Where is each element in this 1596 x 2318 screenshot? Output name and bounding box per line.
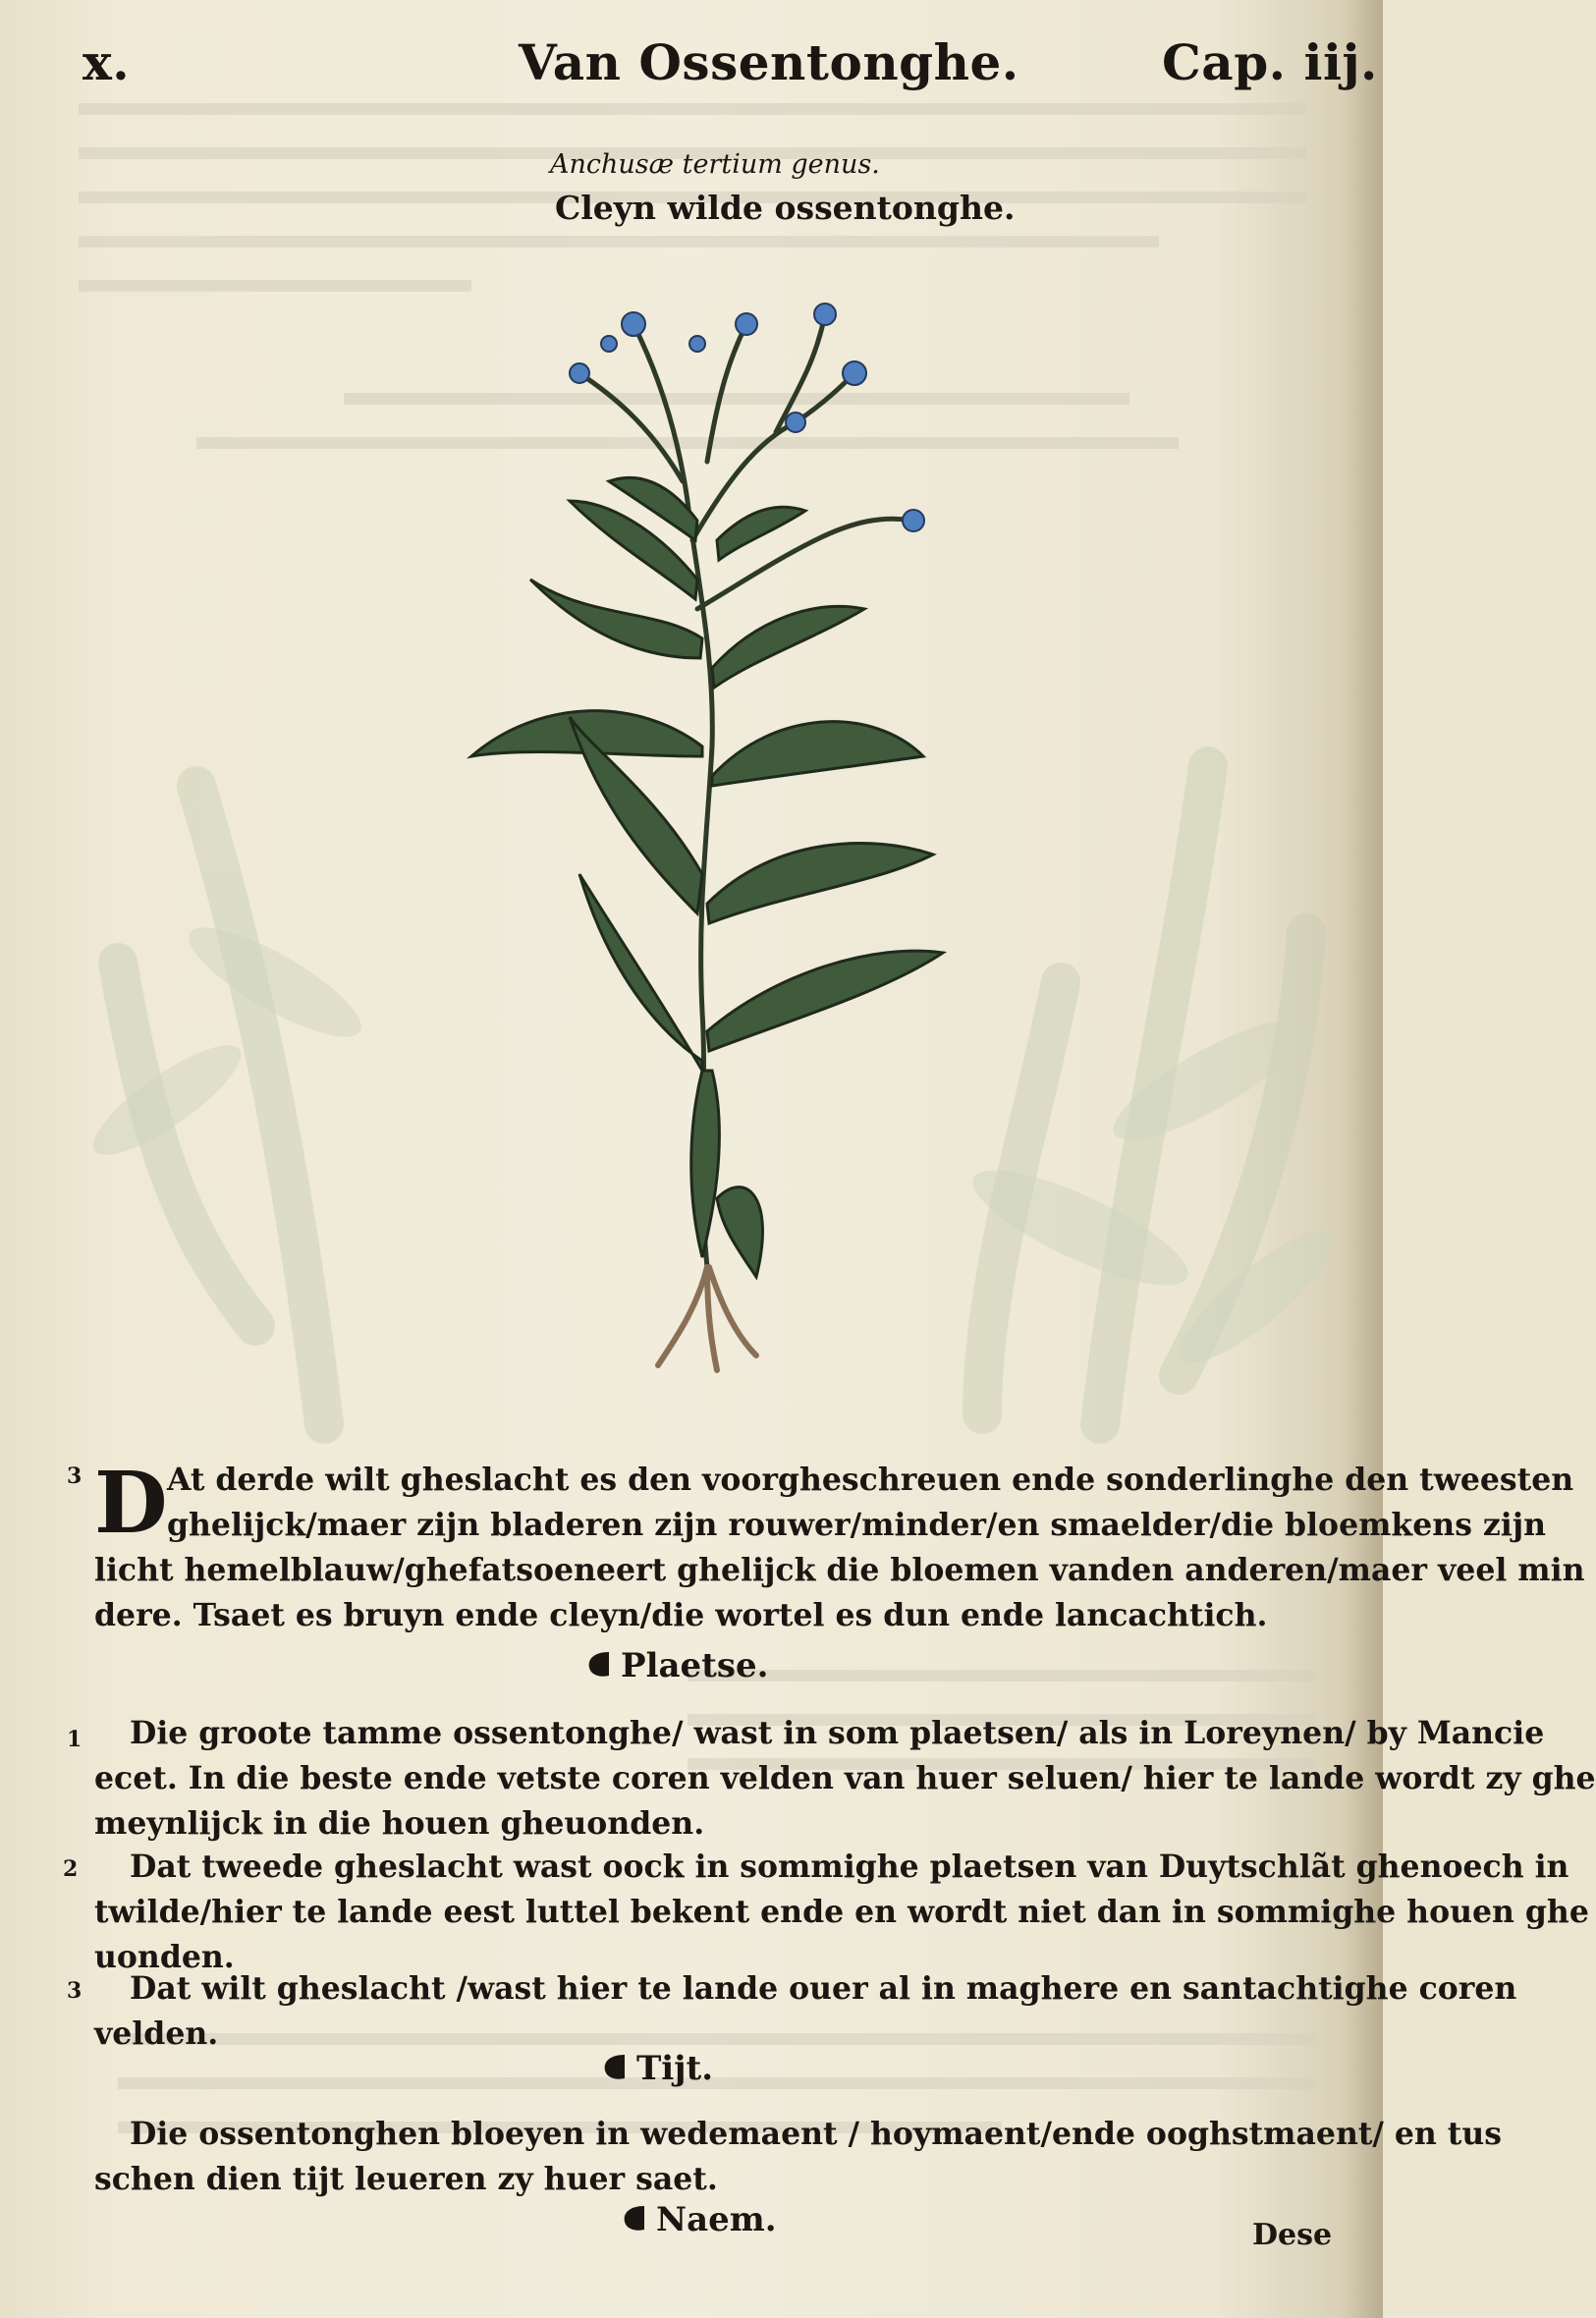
section-heading-naem <box>621 2200 777 2239</box>
plant-name-caption: Cleyn wilde ossentonghe. <box>555 189 1016 227</box>
margin-number: 3 <box>67 1978 83 2004</box>
text-line: meynlijck in die houen gheuonden. <box>94 1805 705 1842</box>
section-heading-text: Tijt. <box>636 2049 714 2088</box>
text-line: twilde/hier te lande eest luttel bekent ende en wordt niet dan in sommighe houen ghe <box>94 1894 1589 1930</box>
text-line: Die grootе tamme ossentonghe/ wast in som plaetsen/ als in Loreynen/ by Mancie <box>130 1715 1545 1751</box>
text-line: velden. <box>94 2015 219 2052</box>
text-line: uonden. <box>94 1939 235 1975</box>
section-heading-text: Naem. <box>656 2200 777 2239</box>
paragraph-mark-icon <box>621 2204 650 2234</box>
text-line: Die ossentonghen bloeyen in wedemaent / hoymaent/ende ooghstmaent/ en tus <box>130 2116 1502 2152</box>
text-line: licht hemelblauw/ghefatsoeneert ghelijck die bloemen vanden anderen/maer veel min <box>94 1552 1585 1588</box>
section-heading-plaetse <box>585 1646 768 1685</box>
text-line: ecet. In die beste ende vetste coren velden van huer seluen/ hier te lande wordt zy ghe <box>94 1760 1596 1796</box>
chapter-number: Cap. iij. <box>1162 33 1378 91</box>
text-line: Dat wilt gheslacht /wast hier te lande ouer al in maghere en santachtighe coren <box>130 1970 1517 2007</box>
paragraph-mark-icon <box>601 2053 631 2082</box>
catchword: Dese <box>1252 2218 1333 2252</box>
latin-caption: Anchusæ tertium genus. <box>550 149 880 180</box>
plant-woodcut-illustration <box>462 285 1012 1375</box>
margin-number: 2 <box>63 1856 79 1882</box>
text-line: At derde wilt gheslacht es den voorgheschreuen ende sonderlinghe den tweesten <box>167 1462 1574 1498</box>
decorated-initial: D <box>94 1454 168 1553</box>
running-title: Van Ossentonghe. <box>519 33 1019 91</box>
folio-number: x. <box>83 33 131 91</box>
section-heading-tijt <box>601 2049 713 2088</box>
paragraph-mark-icon <box>585 1650 615 1680</box>
margin-number: 3 <box>67 1463 83 1489</box>
text-line: dere. Tsaet es bruyn ende cleyn/die wortel es dun ende lancachtich. <box>94 1597 1268 1633</box>
text-line: schen dien tijt leueren zy huer saet. <box>94 2161 718 2197</box>
margin-number: 1 <box>67 1727 83 1752</box>
text-line: Dat tweede gheslacht wast oock in sommighe plaetsen van Duytschlãt ghenoech in <box>130 1849 1569 1885</box>
text-line: ghelijck/maer zijn bladeren zijn rouwer/minder/en smaelder/die bloemkens zijn <box>167 1507 1547 1543</box>
section-heading-text: Plaetse. <box>621 1646 769 1685</box>
